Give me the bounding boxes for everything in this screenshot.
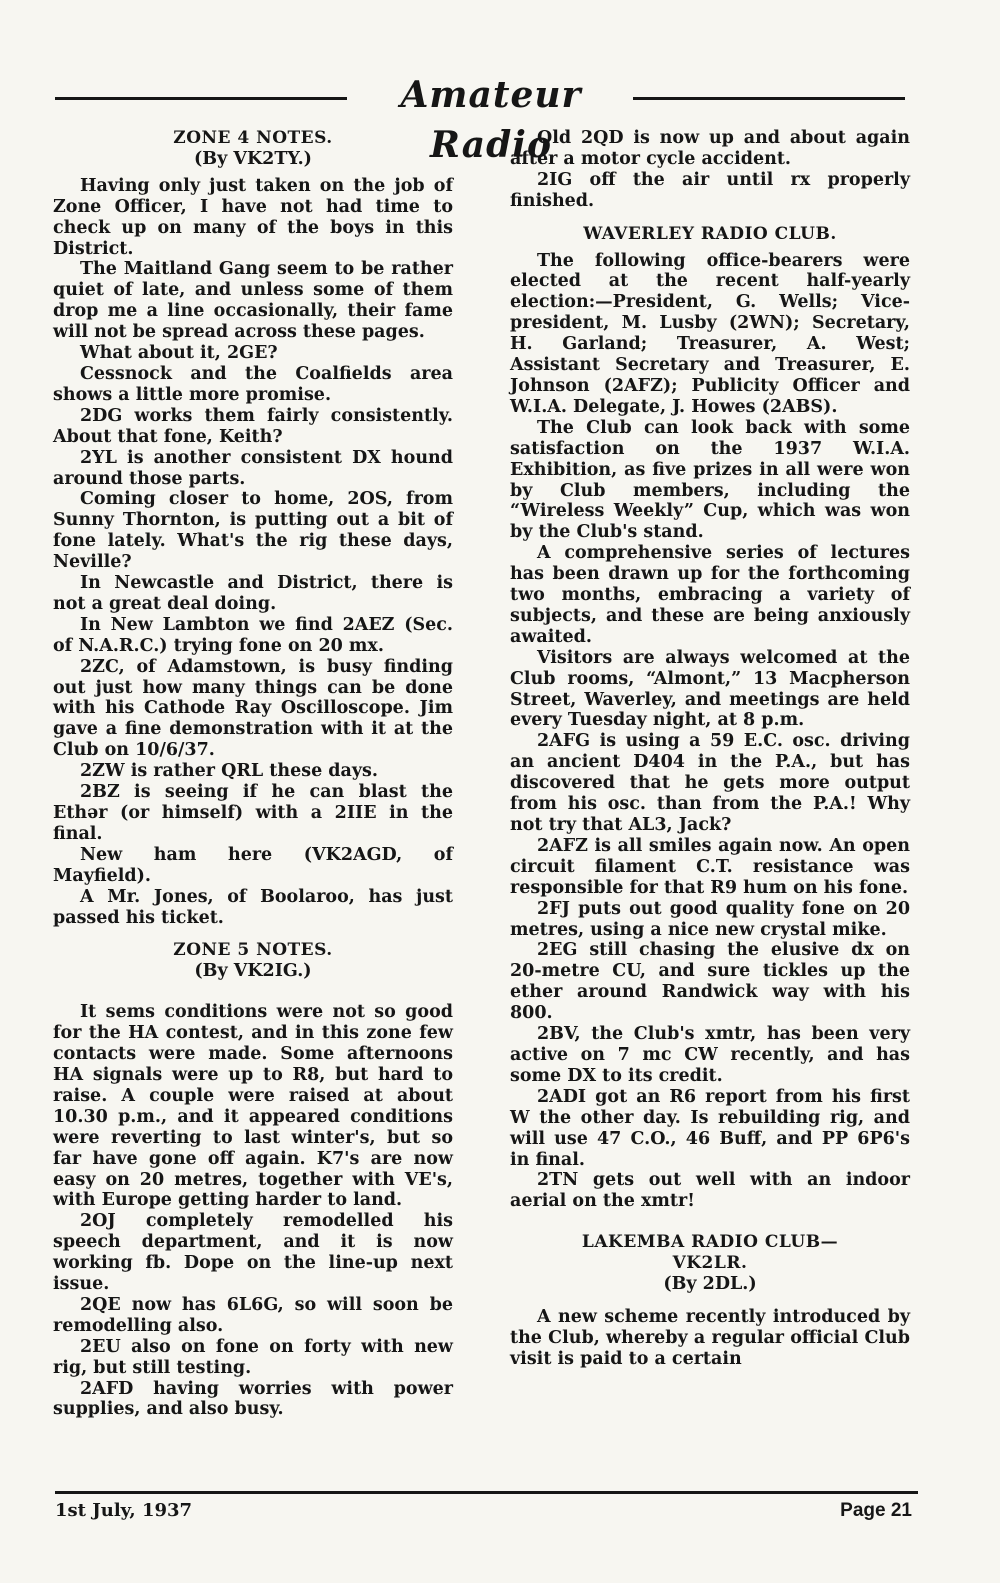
zone5-paragraph: 2AFD having worries with power supplies, and also busy. bbox=[53, 1378, 453, 1420]
waverley-section bbox=[510, 224, 910, 1213]
masthead-rule-right bbox=[633, 97, 905, 100]
zone5-paragraph: 2OJ completely remodelled his speech department, and it is now working fb. Dope on the line-up next issue. bbox=[53, 1211, 453, 1295]
zone4-paragraph: What about it, 2GE? bbox=[80, 343, 278, 364]
zone5-heading: ZONE 5 NOTES. bbox=[173, 940, 333, 961]
waverley-paragraph: The Club can look back with some satisfaction on the 1937 W.I.A. Exhibition, as five prizes in all were won by Club members, including the “Wireless Weekly” Cup, which was won by the Club's stand. bbox=[510, 417, 910, 543]
zone5-paragraph: It sems conditions were not so good for the HA contest, and in this zone few contacts were made. Some afternoons HA signals were up to R8, but hard to raise. A couple were raised at about 10.30 p.m., and it appeared conditions were reverting to last winter's, but so far have gone off again. K7's are now easy on 20 metres, together with VE's, with Europe getting harder to land. bbox=[53, 1002, 453, 1211]
waverley-paragraph: 2TN gets out well with an indoor aerial on the xmtr! bbox=[510, 1170, 910, 1212]
zone4-paragraph: New ham here (VK2AGD, of Mayfield). bbox=[53, 844, 453, 886]
zone4-paragraph: 2ZC, of Adamstown, is busy finding out just how many things can be done with his Cathode Ray Oscilloscope. Jim gave a fine demonstration with it at the Club on 10/6/37. bbox=[53, 656, 453, 761]
zone5-byline: (By VK2IG.) bbox=[194, 961, 312, 982]
zone5-paragraph: 2IG off the air until rx properly finished. bbox=[510, 169, 910, 211]
zone5-paragraph: Old 2QD is now up and about again after a motor cycle accident. bbox=[510, 128, 910, 169]
zone4-heading: ZONE 4 NOTES. bbox=[173, 128, 333, 148]
zone4-paragraph: Having only just taken on the job of Zone Officer, I have not had time to check up on many of the boys in this District. bbox=[53, 175, 453, 259]
zone4-paragraph: A Mr. Jones, of Boolaroo, has just passed his ticket. bbox=[53, 886, 453, 928]
zone4-paragraph: In New Lambton we find 2AEZ (Sec. of N.A.R.C.) trying fone on 20 mx. bbox=[53, 614, 453, 656]
zone4-paragraph: Cessnock and the Coalfields area shows a little more promise. bbox=[53, 363, 453, 405]
zone4-byline: (By VK2TY.) bbox=[194, 148, 312, 169]
lakemba-heading-line1: LAKEMBA RADIO CLUB— bbox=[581, 1232, 839, 1253]
waverley-paragraph: 2BV, the Club's xmtr, has been very active on 7 mc CW recently, and has some DX to its credit. bbox=[510, 1024, 910, 1086]
zone4-paragraph: 2ZW is rather QRL these days. bbox=[80, 761, 378, 782]
waverley-paragraph: 2FJ puts out good quality fone on 20 metres, using a nice new crystal mike. bbox=[510, 898, 910, 940]
waverley-paragraph: The following office-bearers were elected at the recent half-yearly election:—President, G. Wells; Vice-president, M. Lusby (2WN); Secretary, H. Garland; Treasurer, A. West; Assistant Secretary and Treasurer, E. Johnson (2AFZ); Publicity Officer and W.I.A. Delegate, J. Howes (2ABS). bbox=[510, 250, 910, 417]
masthead-title: Amateur Radio bbox=[400, 74, 582, 166]
waverley-paragraph: 2AFG is using a 59 E.C. osc. driving an ancient D404 in the P.A., but has discovered that he gets more output from his osc. than from the P.A.! Why not try that AL3, Jack? bbox=[510, 731, 910, 835]
zone4-paragraph: 2YL is another consistent DX hound around those parts. bbox=[53, 447, 453, 489]
masthead-rule-left bbox=[55, 97, 347, 100]
page-number: Page 21 bbox=[840, 1500, 912, 1521]
right-column bbox=[510, 128, 910, 1370]
zone4-paragraph: 2BZ is seeing if he can blast the Ethər (or himself) with a 2IIE in the final. bbox=[53, 782, 453, 844]
zone5-continued-section bbox=[510, 128, 910, 212]
waverley-paragraph: Visitors are always welcomed at the Club rooms, “Almont,” 13 Macpherson Street, Waverley, and meetings are held every Tuesday night, at 8 p.m. bbox=[510, 647, 910, 731]
zone4-paragraph: Coming closer to home, 2OS, from Sunny Thornton, is putting out a bit of fone lately. What's the rig these days, Neville? bbox=[53, 489, 453, 573]
zone4-section bbox=[53, 128, 453, 928]
zone4-paragraph: The Maitland Gang seem to be rather quiet of late, and unless some of them drop me a line occasionally, their fame will not be spread across these pages. bbox=[53, 259, 453, 343]
zone4-paragraph: In Newcastle and District, there is not a great deal doing. bbox=[53, 573, 453, 614]
lakemba-heading bbox=[510, 1232, 910, 1274]
issue-date: 1st July, 1937 bbox=[55, 1500, 193, 1521]
lakemba-byline: (By 2DL.) bbox=[663, 1274, 757, 1295]
waverley-paragraph: 2AFZ is all smiles again now. An open circuit filament C.T. resistance was responsible for that R9 hum on his fone. bbox=[510, 835, 910, 898]
left-column bbox=[53, 128, 453, 1420]
waverley-paragraph: 2EG still chasing the elusive dx on 20-metre CU, and sure tickles up the ether around Randwick way with his 800. bbox=[510, 940, 910, 1024]
waverley-paragraph: 2ADI got an R6 report from his first W the other day. Is rebuilding rig, and will use 47 C.O., 46 Buff, and PP 6P6's in final. bbox=[510, 1086, 910, 1170]
waverley-heading: WAVERLEY RADIO CLUB. bbox=[583, 223, 837, 244]
waverley-paragraph: A comprehensive series of lectures has been drawn up for the forthcoming two months, embracing a variety of subjects, and these are being anxiously awaited. bbox=[510, 543, 910, 647]
zone5-paragraph: 2QE now has 6L6G, so will soon be remodelling also. bbox=[53, 1294, 453, 1336]
lakemba-section bbox=[510, 1232, 910, 1369]
zone5-section bbox=[53, 940, 453, 1420]
footer-rule bbox=[55, 1491, 918, 1494]
zone5-paragraph: 2EU also on fone on forty with new rig, but still testing. bbox=[53, 1336, 453, 1378]
lakemba-heading-line2: VK2LR. bbox=[672, 1253, 748, 1274]
lakemba-paragraph: A new scheme recently introduced by the Club, whereby a regular official Club visit is paid to a certain bbox=[510, 1306, 910, 1369]
zone4-paragraph: 2DG works them fairly consistently. About that fone, Keith? bbox=[53, 405, 453, 447]
